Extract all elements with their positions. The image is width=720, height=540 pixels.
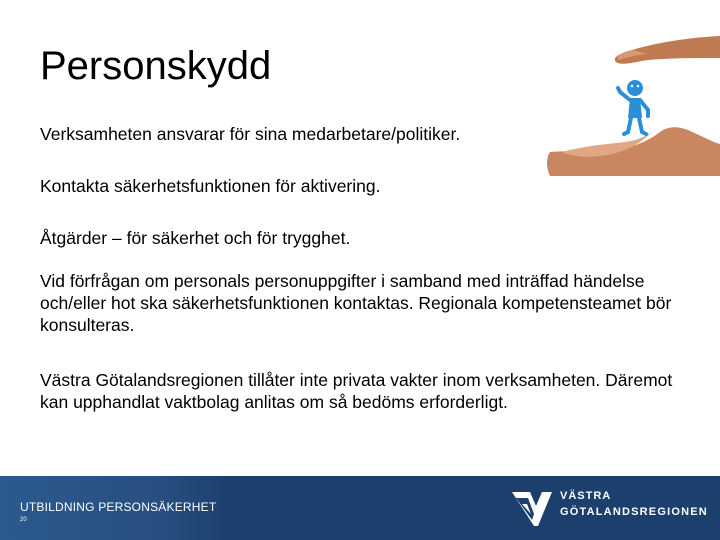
- page-number: 20: [20, 517, 27, 523]
- paragraph-personal-data: Vid förfrågan om personals personuppgifter i samband med inträffad händelse och/eller hot ska säkerhetsfunktionen kontaktas. Regionala kompetensteamet bör konsulteras.: [40, 271, 672, 335]
- paragraph-contact: Kontakta säkerhetsfunktionen för aktivering.: [40, 176, 381, 196]
- logo-text-line2: GÖTALANDSREGIONEN: [560, 506, 708, 518]
- vgr-logo-icon: [510, 486, 554, 530]
- paragraph-private-guards: Västra Götalandsregionen tillåter inte privata vakter inom verksamheten. Däremot kan upphandlat vaktbolag anlitas om så bedöms erforderligt.: [40, 370, 673, 412]
- logo-text-line1: VÄSTRA: [560, 490, 612, 502]
- vgr-logo: [510, 486, 710, 532]
- paragraph-responsibility: Verksamheten ansvarar för sina medarbetare/politiker.: [40, 124, 461, 144]
- footer-label: UTBILDNING PERSONSÄKERHET: [20, 500, 217, 514]
- paragraph-measures: Åtgärder – för säkerhet och för trygghet.: [40, 228, 351, 248]
- footer-bar: [0, 476, 720, 540]
- slide-title: Personskydd: [40, 44, 272, 88]
- hands-protecting-figure-icon: [522, 34, 720, 176]
